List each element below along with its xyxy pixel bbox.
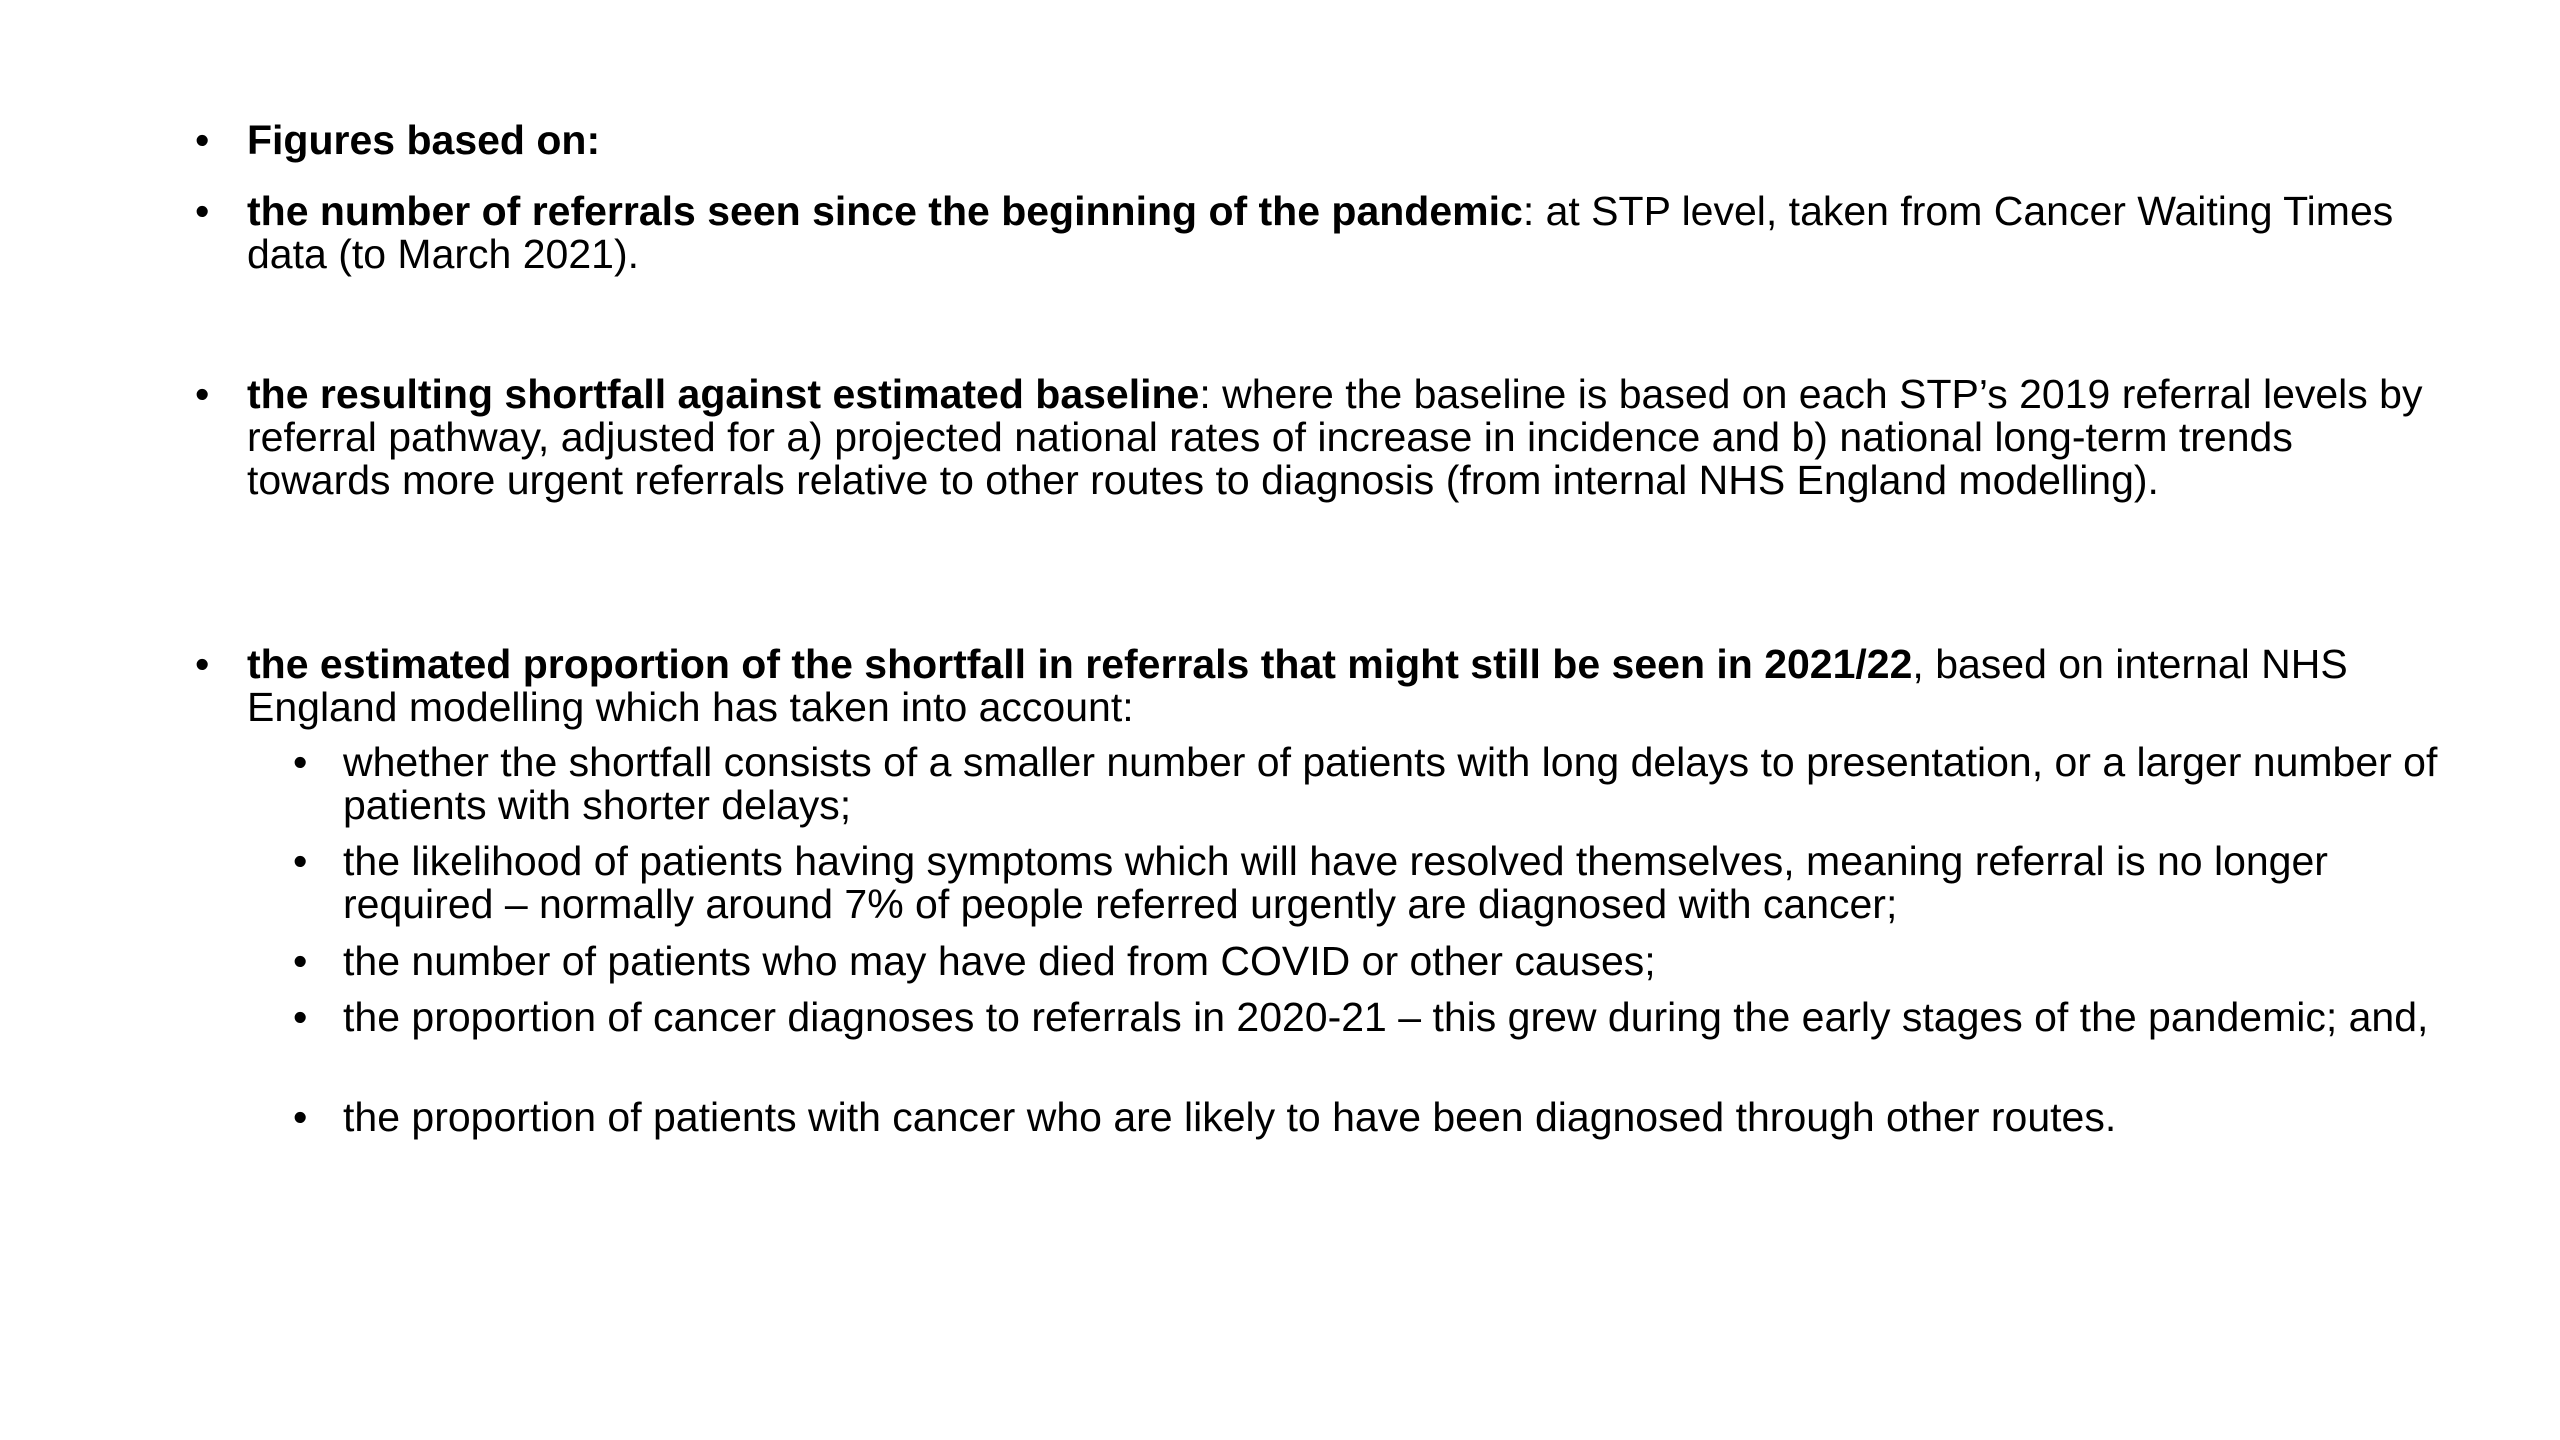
bullet-text [247,119,2425,162]
bullet-dot: • [195,117,210,163]
bullet-body-text: : where the baseline is based on each STP’s 2019 referral levels by referral pathway, adjusted for a) projected national rates of increase in incidence and b) national long-term trends towards more urgent referrals relative to other routes to diagnosis (from internal NHS England modelling). [247,371,2423,503]
sub-bullet-text: whether the shortfall consists of a smaller number of patients with long delays to presentation, or a larger number of patients with shorter delays; [343,739,2438,828]
sub-bullet-text: the likelihood of patients having symptoms which will have resolved themselves, meaning referral is no longer required – normally around 7% of people referred urgently are diagnosed with cancer; [343,838,2328,927]
bullet-bold-text: the resulting shortfall against estimated baseline [247,371,1200,417]
bullet-bold-text: Figures based on: [247,117,601,163]
sub-bullet-dot: • [293,838,308,884]
bullet-text [247,373,2425,502]
sub-bullet-dot: • [293,739,308,785]
sub-bullet-dot: • [293,938,308,984]
bullet-text [247,190,2425,276]
bullet-bold-text: the estimated proportion of the shortfall in referrals that might still be seen in 2021/22 [247,641,1913,687]
bullet-body-text: , based on internal NHS England modelling which has taken into account: [247,641,2348,730]
bullet-body-text: : at STP level, taken from Cancer Waiting Times data (to March 2021). [247,188,2394,277]
bullet-dot: • [195,188,210,234]
bullet-dot: • [195,371,210,417]
sub-bullet-text: the proportion of cancer diagnoses to referrals in 2020-21 – this grew during the early stages of the pandemic; and, [343,994,2429,1040]
bullet-bold-text: the number of referrals seen since the beginning of the pandemic [247,188,1523,234]
bullet-text [247,643,2425,729]
sub-bullet-dot: • [293,1094,308,1140]
sub-bullet-dot: • [293,994,308,1040]
sub-bullet-text: the proportion of patients with cancer who are likely to have been diagnosed through other routes. [343,1094,2117,1140]
bullet-dot: • [195,641,210,687]
sub-bullet-text: the number of patients who may have died from COVID or other causes; [343,938,1656,984]
